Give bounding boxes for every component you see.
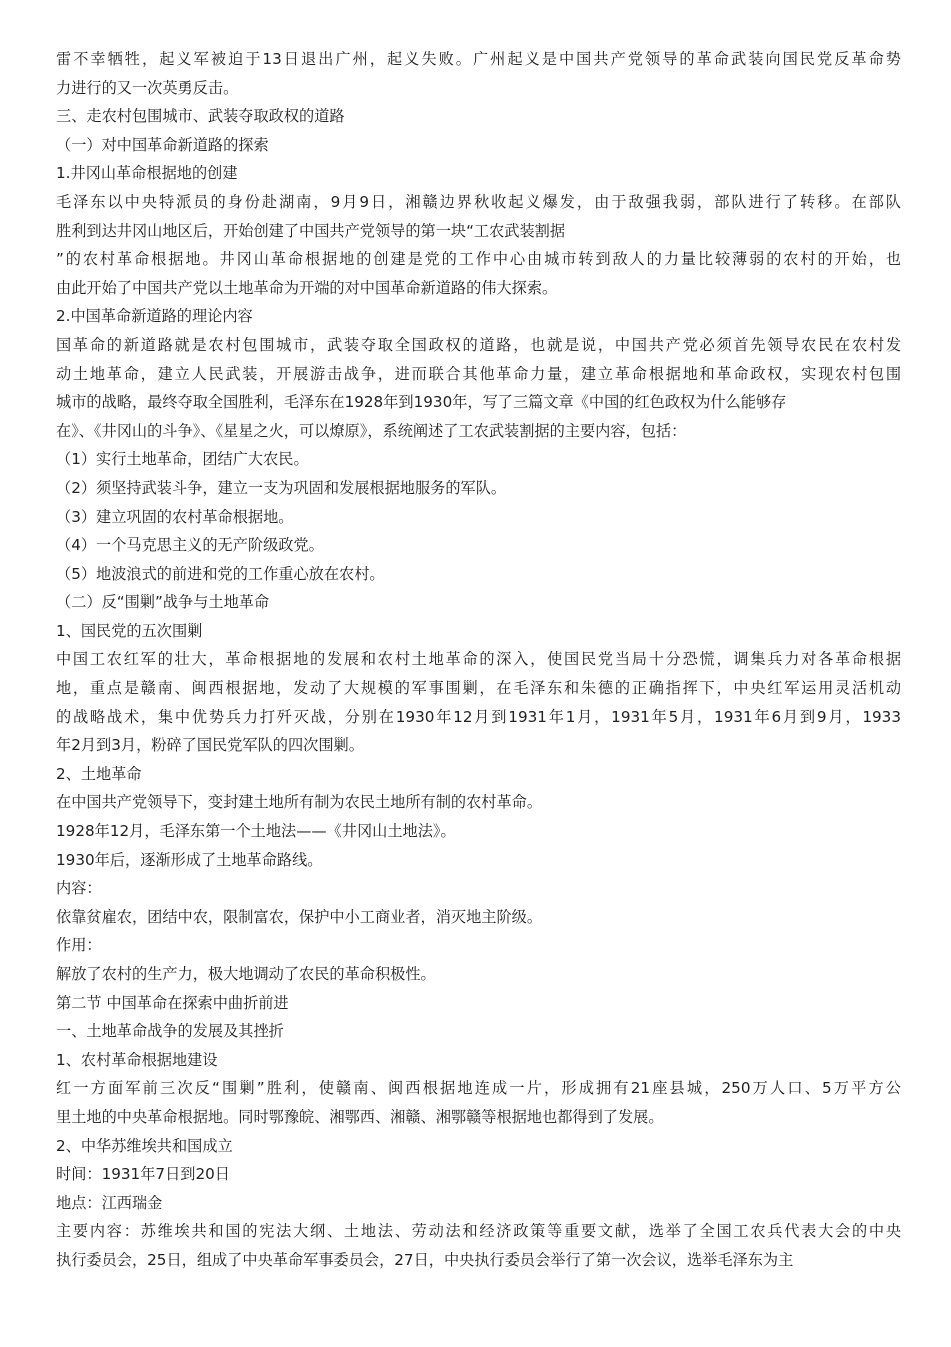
paragraph-line: 力进行的又一次英勇反击。 [56, 78, 239, 97]
subsection-heading: （一）对中国革命新道路的探索 [56, 135, 269, 154]
paragraph-line: 年2月到3月，粉碎了国民党军队的四次围剿。 [56, 736, 364, 755]
paragraph-line: 中国工农红军的壮大，革命根据地的发展和农村土地革命的深入，使国民党当局十分恐慌，调集兵力对各革命根据 [56, 650, 901, 669]
paragraph-line: 在》、《井冈山的斗争》、《星星之火，可以燎原》，系统阐述了工农武装割据的主要内容，包括： [56, 421, 687, 440]
paragraph-line: 1928年12月，毛泽东第一个土地法——《井冈山土地法》。 [56, 822, 456, 841]
paragraph-line: 地点：江西瑞金 [56, 1193, 163, 1212]
paragraph-line: 国革命的新道路就是农村包围城市，武装夺取全国政权的道路，也就是说，中国共产党必须首先领导农民在农村发 [56, 335, 901, 354]
paragraph-line: 红一方面军前三次反“围剿”胜利，使赣南、闽西根据地连成一片，形成拥有21座县城，250万人口、5万平方公 [56, 1079, 901, 1098]
list-item: （2）须坚持武装斗争，建立一支为巩固和发展根据地服务的军队。 [56, 478, 507, 497]
paragraph-line: 动土地革命，建立人民武装，开展游击战争，进而联合其他革命力量，建立革命根据地和革命政权，实现农村包围 [56, 364, 901, 383]
paragraph-line: 主要内容：苏维埃共和国的宪法大纲、土地法、劳动法和经济政策等重要文献，选举了全国工农兵代表大会的中央 [56, 1222, 901, 1241]
paragraph-line: 雷不幸牺牲，起义军被迫于13日退出广州，起义失败。广州起义是中国共产党领导的革命武装向国民党反革命势 [56, 50, 901, 68]
paragraph-line: 1930年后，逐渐形成了土地革命路线。 [56, 850, 323, 869]
paragraph-line: 由此开始了中国共产党以土地革命为开端的对中国革命新道路的伟大探索。 [56, 278, 558, 297]
paragraph-line: 里土地的中央革命根据地。同时鄂豫皖、湘鄂西、湘赣、湘鄂赣等根据地也都得到了发展。 [56, 1107, 664, 1126]
section-heading: 三、走农村包围城市、武装夺取政权的道路 [56, 107, 345, 126]
item-heading: 2.中国革命新道路的理论内容 [56, 307, 253, 326]
document-page [56, 45, 901, 1275]
paragraph-line: 毛泽东以中央特派员的身份赴湖南，9月9日，湘赣边界秋收起义爆发，由于敌强我弱，部队进行了转移。在部队 [56, 192, 901, 211]
paragraph-line: 地，重点是赣南、闽西根据地，发动了大规模的军事围剿，在毛泽东和朱德的正确指挥下，中央红军运用灵活机动 [56, 679, 901, 698]
paragraph-line: ”的农村革命根据地。井冈山革命根据地的创建是党的工作中心由城市转到敌人的力量比较薄弱的农村的开始，也 [56, 250, 901, 269]
section-heading: 一、土地革命战争的发展及其挫折 [56, 1022, 284, 1041]
chapter-heading: 第二节 中国革命在探索中曲折前进 [56, 993, 289, 1012]
item-heading: 1、农村革命根据地建设 [56, 1050, 218, 1069]
paragraph-line: 的战略战术，集中优势兵力打歼灭战，分别在1930年12月到1931年1月，1931年5月，1931年6月到9月，1933 [56, 707, 901, 726]
list-item: （5）地波浪式的前进和党的工作重心放在农村。 [56, 564, 385, 583]
item-heading: 2、中华苏维埃共和国成立 [56, 1136, 233, 1155]
label-line: 内容： [56, 879, 102, 898]
item-heading: 1.井冈山革命根据地的创建 [56, 164, 238, 183]
item-heading: 2、土地革命 [56, 764, 142, 783]
paragraph-line: 执行委员会，25日，组成了中央革命军事委员会，27日，中央执行委员会举行了第一次会议，选举毛泽东为主 [56, 1250, 794, 1269]
paragraph-line: 依靠贫雇农，团结中农，限制富农，保护中小工商业者，消灭地主阶级。 [56, 907, 542, 926]
list-item: （1）实行土地革命，团结广大农民。 [56, 450, 309, 469]
paragraph-line: 时间：1931年7日到20日 [56, 1165, 230, 1184]
paragraph-line: 在中国共产党领导下，变封建土地所有制为农民土地所有制的农村革命。 [56, 793, 542, 812]
list-item: （4）一个马克思主义的无产阶级政党。 [56, 536, 324, 555]
item-heading: 1、国民党的五次围剿 [56, 621, 203, 640]
paragraph-line: 解放了农村的生产力，极大地调动了农民的革命积极性。 [56, 965, 436, 983]
subsection-heading: （二）反“围剿”战争与土地革命 [56, 593, 270, 612]
paragraph-line: 城市的战略，最终夺取全国胜利，毛泽东在1928年到1930年，写了三篇文章《中国的红色政权为什么能够存 [56, 393, 787, 412]
label-line: 作用： [56, 936, 102, 955]
list-item: （3）建立巩固的农村革命根据地。 [56, 507, 294, 526]
paragraph-line: 胜利到达井冈山地区后，开始创建了中国共产党领导的第一块“工农武装割据 [56, 221, 566, 240]
